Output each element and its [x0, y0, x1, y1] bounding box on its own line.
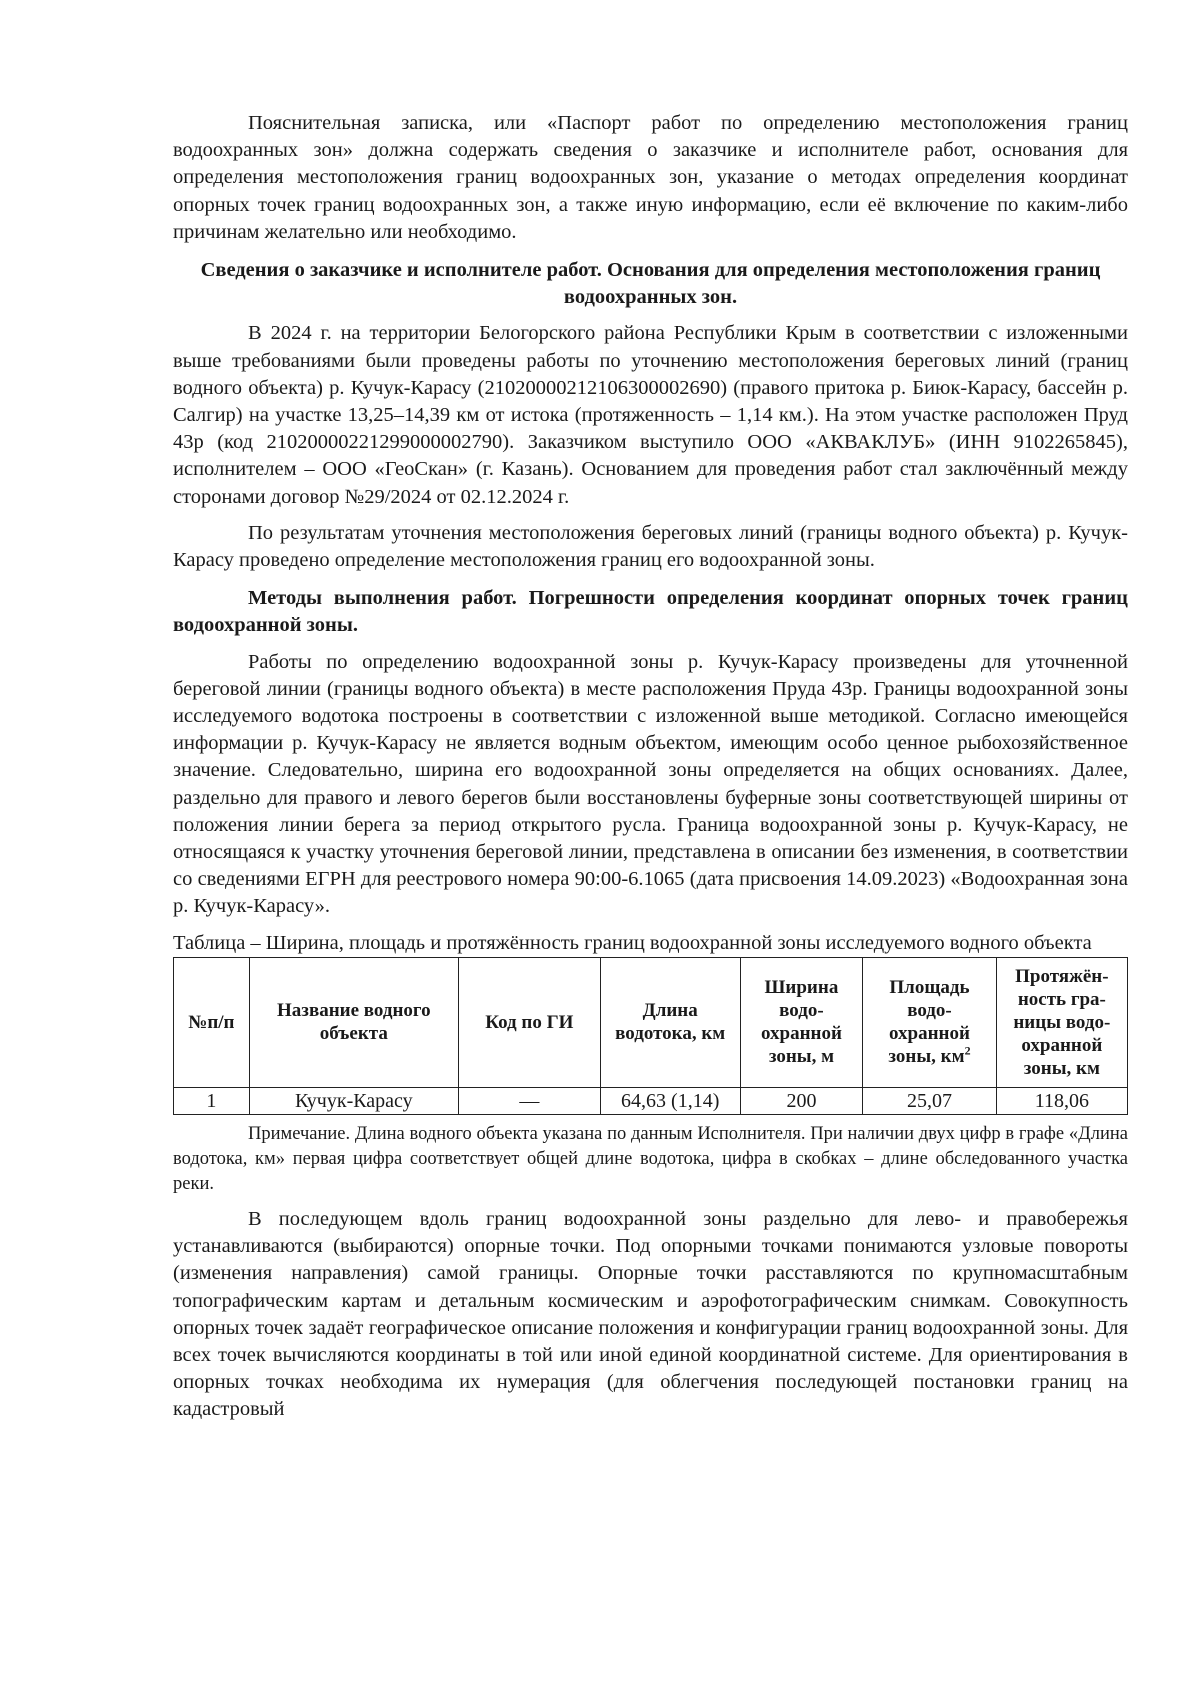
table-header-row [174, 957, 1128, 1087]
header-width: Ширина водо-охранной зоны, м [740, 957, 863, 1087]
header-area [863, 957, 996, 1087]
table-row [174, 1087, 1128, 1114]
cell-num: 1 [174, 1087, 250, 1114]
intro-paragraph: Пояснительная записка, или «Паспорт работ по определению местоположения границ водоохранных зон» должна содержать сведения о заказчике и исполнителе работ, основания для определения местоположения границ водоохранных зон, указание о методах определения координат опорных точек границ водоохранных зон, а также иную информацию, если её включение по каким-либо причинам желательно или необходимо. [173, 112, 1128, 243]
table-caption: Таблица – Ширина, площадь и протяжённость границ водоохранной зоны исследуемого водного объекта [173, 931, 1092, 954]
cell-name: Кучук-Карасу [249, 1087, 458, 1114]
cell-extent: 118,06 [996, 1087, 1127, 1114]
cell-length: 64,63 (1,14) [600, 1087, 740, 1114]
header-extent: Протяжён-ность гра-ницы водо-охранной зоны, км [996, 957, 1127, 1087]
header-length: Длина водотока, км [600, 957, 740, 1087]
customer-paragraph: В 2024 г. на территории Белогорского района Республики Крым в соответствии с изложенными выше требованиями были проведены работы по уточнению местоположения береговых линий (границ водного объекта) р. Кучук-Карасу (21020000212106300002690) (правого притока р. Биюк-Карасу, бассейн р. Салгир) на участке 13,25–14,39 км от истока (протяженность – 1,14 км.). На этом участке расположен Пруд 43р (код 21020000221299000002790). Заказчиком выступило ООО «АКВАКЛУБ» (ИНН 9102265845), исполнителем – ООО «ГеоСкан» (г. Казань). Основанием для проведения работ стал заключённый между сторонами договор №29/2024 от 02.12.2024 г. [173, 322, 1128, 508]
section-heading-customer: Сведения о заказчике и исполнителе работ. Основания для определения местоположения границ водоохранных зон. [200, 259, 1101, 309]
water-zone-table [173, 957, 1128, 1115]
cell-area: 25,07 [863, 1087, 996, 1114]
header-name: Название водного объекта [249, 957, 458, 1087]
header-code: Код по ГИ [458, 957, 600, 1087]
document-page [173, 110, 1128, 1424]
header-num: №п/п [174, 957, 250, 1087]
header-area-text: Площадь водо-охранной зоны, км [888, 977, 970, 1068]
results-paragraph: По результатам уточнения местоположения береговых линий (границы водного объекта) р. Кучук-Карасу проведено определение местоположения границ его водоохранной зоны. [173, 521, 1128, 572]
section-heading-methods: Методы выполнения работ. Погрешности определения координат опорных точек границ водоохранной зоны. [173, 587, 1128, 637]
methods-paragraph: Работы по определению водоохранной зоны р. Кучук-Карасу произведены для уточненной береговой линии (границы водного объекта) в месте расположения Пруда 43р. Границы водоохранной зоны исследуемого водотока построены в соответствии с изложенной выше методикой. Согласно имеющейся информации р. Кучук-Карасу не является водным объектом, имеющим особо ценное рыбохозяйственное значение. Следовательно, ширина его водоохранной зоны определяется на общих основаниях. Далее, раздельно для правого и левого берегов были восстановлены буферные зоны соответствующей ширины от положения линии берега за период открытого русла. Граница водоохранной зоны р. Кучук-Карасу, не относящаяся к участку уточнения береговой линии, представлена в описании без изменения, в соответствии со сведениями ЕГРН для реестрового номера 90:00-6.1065 (дата присвоения 14.09.2023) «Водоохранная зона р. Кучук-Карасу». [173, 650, 1128, 918]
table-note: Примечание. Длина водного объекта указана по данным Исполнителя. При наличии двух цифр в графе «Длина водотока, км» первая цифра соответствует общей длине водотока, цифра в скобках – длине обследованного участка реки. [173, 1123, 1128, 1194]
points-paragraph: В последующем вдоль границ водоохранной зоны раздельно для лево- и правобережья устанавливаются (выбираются) опорные точки. Под опорными точками понимаются узловые повороты (изменения направления) самой границы. Опорные точки расставляются по крупномасштабным топографическим картам и детальным космическим и аэрофотографическим снимкам. Совокупность опорных точек задаёт географическое описание положения и конфигурации границ водоохранной зоны. Для всех точек вычисляются координаты в той или иной единой координатной системе. Для ориентирования в опорных точках необходима их нумерация (для облегчения последующей постановки границ на кадастровый [173, 1207, 1128, 1421]
header-area-superscript: 2 [964, 1044, 971, 1059]
cell-width: 200 [740, 1087, 863, 1114]
cell-code: — [458, 1087, 600, 1114]
